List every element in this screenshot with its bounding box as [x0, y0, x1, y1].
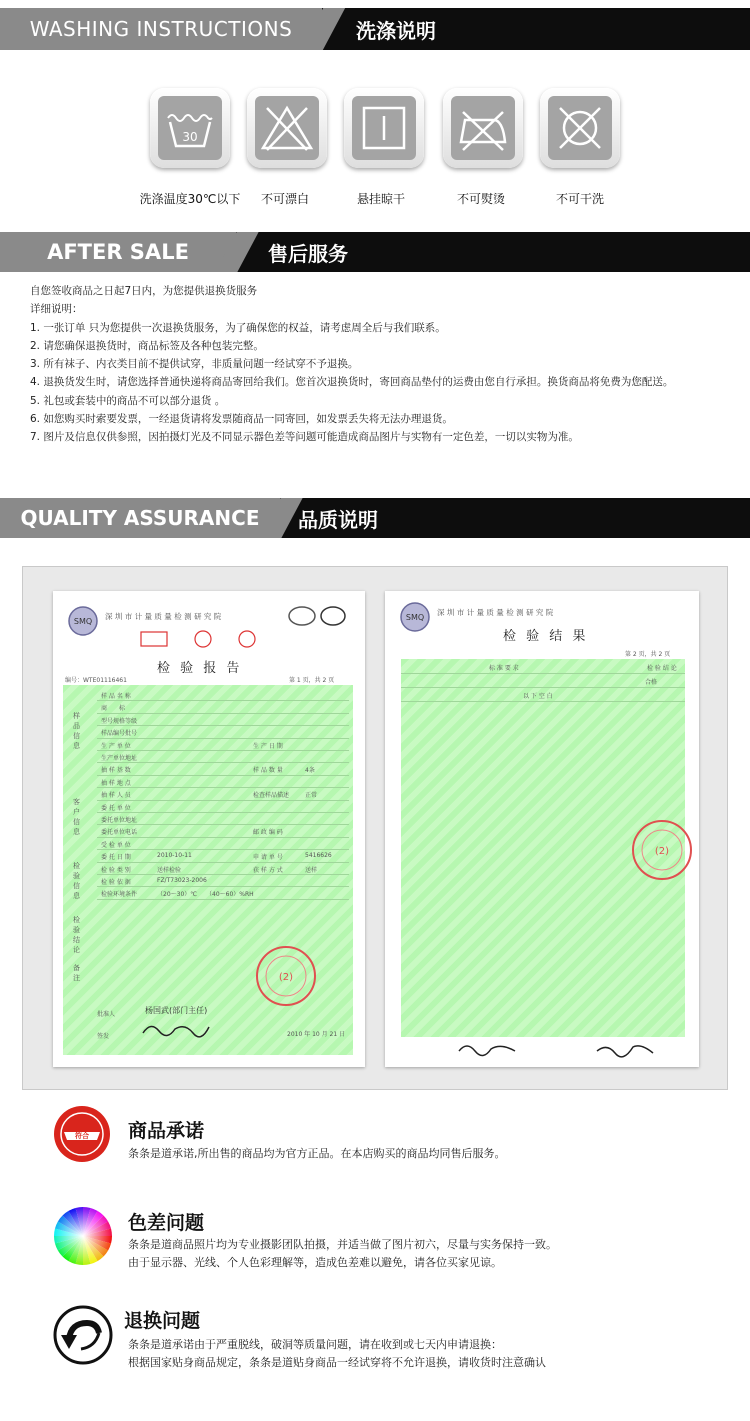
side-label-conclusion: 检验结论: [73, 916, 80, 954]
inspection-report-page-1: [53, 591, 365, 1067]
result-title: 检 验 结 果: [503, 629, 589, 644]
no-dry-clean-tile: [540, 88, 620, 168]
wash-30-icon: [162, 100, 218, 156]
report-page: 第 1 页，共 2 页: [289, 677, 335, 684]
quality-header-en: QUALITY ASSURANCE: [0, 498, 280, 538]
promise-text-color: 条条是道商品照片均为专业摄影团队拍摄，并适当做了图片初六，尽量与实务保持一致。 由于显示器、光线、个人色彩理解等，造成色差难以避免，请各位买家见谅。: [128, 1238, 557, 1269]
report-row-label: 委托单位地址: [101, 817, 138, 824]
result-blank-note: 以 下 空 白: [523, 693, 553, 700]
side-label-inspect: 检验信息: [73, 862, 80, 900]
report-row-label: 受 检 单 位: [101, 841, 131, 849]
svg-text:SMQ: SMQ: [73, 617, 93, 626]
smq-logo-icon: [399, 601, 431, 633]
signature-icon: [457, 1039, 517, 1059]
report-row-label: 委 托 单 位: [101, 804, 131, 812]
issuer-label: 签发: [97, 1033, 110, 1040]
report-right-label: 邮 政 编 码: [253, 829, 283, 837]
no-iron-icon: [455, 100, 511, 156]
no-bleach-icon: [259, 100, 315, 156]
quality-header-cn: 品质说明: [298, 507, 378, 532]
hang-dry-tile: [344, 88, 424, 168]
report-row-label: 抽 样 地 点: [101, 779, 131, 787]
no-dry-clean-label: 不可干洗: [555, 192, 604, 206]
after-sale-line: 2. 请您确保退换货时，商品标签及各种包装完整。: [30, 339, 264, 352]
signature-icon: [595, 1039, 655, 1059]
after-sale-text: [30, 282, 730, 447]
report-row-label: 抽 样 人 员: [101, 792, 131, 800]
red-seal-icon: [253, 943, 319, 1009]
cma-stamp-icon: [139, 629, 269, 651]
after-sale-line: 详细说明：: [30, 303, 83, 316]
cnas-logo-icon: [319, 605, 347, 627]
side-label-remark: 备注: [73, 964, 80, 982]
report-right-value: 5416626: [305, 852, 332, 860]
after-sale-line: 1. 一张订单 只为您提供一次退换货服务，为了确保您的权益，请考虑周全后与我们联系。: [30, 321, 446, 334]
washing-header: [0, 8, 750, 50]
after-sale-line: 6. 如您购买时索要发票，一经退货请将发票随商品一同寄回，如发票丢失将无法办理退货。: [30, 413, 453, 426]
after-sale-line: 7. 图片及信息仅供参照，因拍摄灯光及不同显示器色差等问题可能造成商品图片与实物有一定色差，一切以实物为准。: [30, 431, 579, 444]
after-sale-header-en: AFTER SALE: [0, 232, 236, 272]
after-sale-line: 4. 退换货发生时，请您选择普通快递将商品寄回给我们。您首次退换货时，寄回商品垫付的运费由您自行承担。换货商品将免费为您配送。: [30, 376, 674, 389]
report-row-label: 样 品 名 称: [101, 693, 131, 700]
signature-icon: [141, 1019, 211, 1039]
report-right-label: 获 样 方 式: [253, 866, 283, 874]
washing-header-en: WASHING INSTRUCTIONS: [0, 8, 322, 50]
report-right-value: 送样: [305, 866, 318, 874]
certificate-area: [22, 566, 728, 1090]
quality-header: [0, 498, 750, 538]
no-bleach-tile: [247, 88, 327, 168]
report-row-label: 商 标: [101, 705, 126, 713]
report-row-label: 样品编号批号: [101, 730, 138, 738]
seal-badge: 符合: [75, 1132, 89, 1140]
report-right-value: 正常: [305, 792, 318, 800]
report-right-label: 检查样品描述: [253, 792, 290, 800]
approver-name: 杨国武(部门主任): [145, 1006, 208, 1015]
report-row-label: 检验环境条件: [101, 891, 138, 899]
svg-text:(2): (2): [654, 846, 670, 857]
result-page: 第 2 页，共 2 页: [625, 651, 671, 658]
no-bleach-label: 不可漂白: [260, 192, 309, 206]
no-iron-tile: [443, 88, 523, 168]
wash-temp: 30: [182, 130, 198, 144]
report-right-label: 生 产 日 期: [253, 742, 283, 750]
report-row-value: FZ/T73023-2006: [157, 877, 207, 884]
report-row-label: 委 托 日 期: [101, 854, 131, 862]
promise-text-authentic: 条条是道承诺,所出售的商品均为官方正品。在本店购买的商品均同售后服务。: [128, 1147, 506, 1160]
report-row-label: 生 产 单 位: [101, 742, 131, 750]
report-row-value: 2010-10-11: [157, 852, 192, 860]
report-row-label: 检 验 类 别: [101, 866, 131, 874]
promise-title-authentic: 商品承诺: [128, 1120, 205, 1142]
hang-dry-icon: [356, 100, 412, 156]
return-arrow-icon: [53, 1305, 113, 1365]
report-title: 检 验 报 告: [157, 661, 243, 676]
wash-30-label: 洗涤温度30℃以下: [139, 192, 241, 206]
svg-text:(2): (2): [278, 972, 294, 983]
institute-header-2: 深 圳 市 计 量 质 量 检 测 研 究 院: [437, 608, 554, 617]
report-row-value: （20～30）℃ （40～60）%RH: [157, 891, 254, 899]
ilac-logo-icon: [287, 605, 317, 627]
result-value: 合格: [645, 679, 658, 686]
color-wheel-icon: [53, 1206, 113, 1266]
report-row-label: 检 验 依 据: [101, 879, 131, 886]
smq-logo-icon: [67, 605, 99, 637]
report-number: 编号：WTE01116461: [65, 677, 127, 684]
report-row-value: 送样检验: [157, 866, 182, 874]
no-iron-label: 不可熨烫: [456, 192, 505, 206]
report-right-label: 申 请 单 号: [253, 854, 283, 862]
side-label-sample: 样品信息: [73, 712, 80, 750]
inspection-report-page-2: [385, 591, 699, 1067]
report-right-value: 4条: [305, 767, 315, 775]
report-date: 2010 年 10 月 21 日: [287, 1031, 346, 1038]
report-row-label: 生产单位地址: [101, 755, 138, 762]
svg-text:SMQ: SMQ: [405, 613, 425, 622]
hang-dry-label: 悬挂晾干: [356, 192, 405, 206]
after-sale-line: 3. 所有袜子、内衣类目前不提供试穿，非质量问题一经试穿不予退换。: [30, 358, 359, 371]
washing-header-cn: 洗涤说明: [356, 18, 436, 43]
red-seal-icon: [629, 817, 695, 883]
certified-seal-icon: [53, 1105, 111, 1163]
approver-label: 批准人: [97, 1011, 116, 1018]
result-col-conclusion: 检 验 结 论: [647, 665, 677, 672]
report-row-label: 型号规格等级: [101, 717, 138, 725]
after-sale-line: 自您签收商品之日起7日内，为您提供退换货服务: [30, 285, 258, 297]
wash-30-tile: [150, 88, 230, 168]
report-row-label: 抽 样 基 数: [101, 767, 131, 775]
promise-title-color: 色差问题: [128, 1212, 205, 1234]
report-right-label: 样 品 数 量: [253, 767, 283, 775]
institute-header: 深 圳 市 计 量 质 量 检 测 研 究 院: [105, 612, 222, 621]
side-label-client: 客户信息: [73, 798, 80, 836]
after-sale-header-cn: 售后服务: [268, 241, 348, 266]
result-col-standard: 标 准 要 求: [489, 665, 519, 672]
promise-title-return: 退换问题: [124, 1310, 201, 1332]
promise-text-return: 条条是道承诺由于严重脱线，破洞等质量问题，请在收到或七天内申请退换： 根据国家贴身商品规定，条条是道贴身商品一经试穿将不允许退换，请收货时注意确认: [128, 1338, 546, 1369]
after-sale-line: 5. 礼包或套装中的商品不可以部分退货 。: [30, 394, 226, 407]
report-row-label: 委托单位电话: [101, 829, 138, 837]
no-dry-clean-icon: [552, 100, 608, 156]
after-sale-header: [0, 232, 750, 272]
